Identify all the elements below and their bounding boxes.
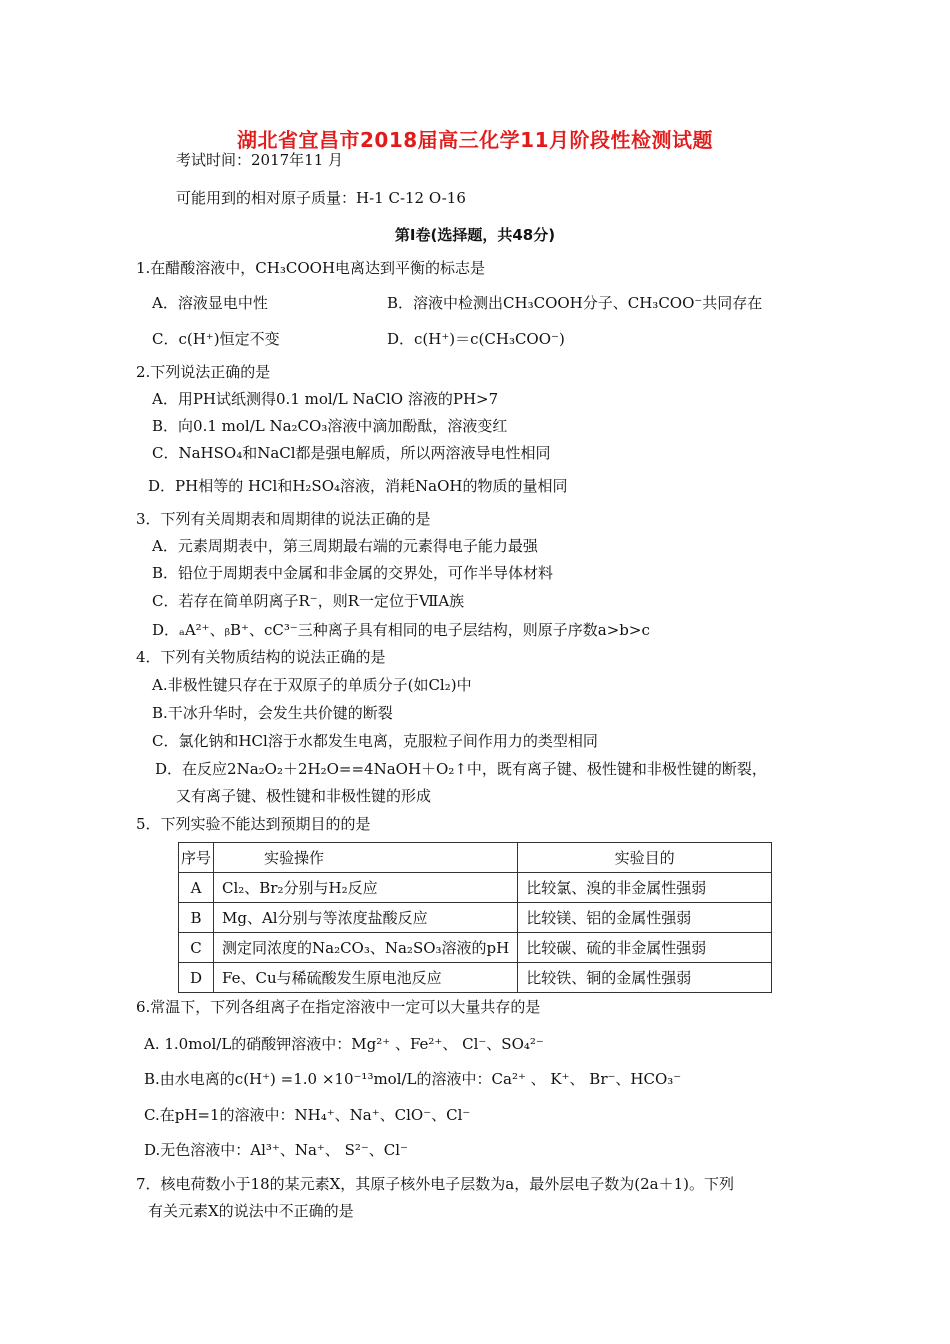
row-operation: 测定同浓度的Na₂CO₃、Na₂SO₃溶液的pH — [214, 933, 518, 963]
q3-option-b: B．铅位于周期表中金属和非金属的交界处，可作半导体材料 — [152, 564, 554, 582]
row-purpose: 比较氯、溴的非金属性强弱 — [518, 873, 772, 903]
row-index: A — [179, 873, 214, 903]
q6-option-d: D.无色溶液中：Al³⁺、Na⁺、 S²⁻、Cl⁻ — [144, 1141, 408, 1159]
q4-option-d-line1: D．在反应2Na₂O₂＋2H₂O==4NaOH＋O₂↑中，既有离子键、极性键和非极性键的断裂， — [155, 760, 767, 778]
row-purpose: 比较镁、铝的金属性强弱 — [518, 903, 772, 933]
row-index: B — [179, 903, 214, 933]
section-title: 第Ⅰ卷(选择题，共48分) — [394, 226, 556, 244]
experiment-table — [178, 842, 772, 993]
table-row — [179, 903, 772, 933]
row-operation: Mg、Al分别与等浓度盐酸反应 — [214, 903, 518, 933]
q1-option-b: B．溶液中检测出CH₃COOH分子、CH₃COO⁻共同存在 — [387, 294, 763, 312]
atomic-mass-note: 可能用到的相对原子质量：H-1 C-12 O-16 — [176, 189, 466, 207]
row-index: C — [179, 933, 214, 963]
q6-option-a: A. 1.0mol/L的硝酸钾溶液中：Mg²⁺ 、Fe²⁺、 Cl⁻、SO₄²⁻ — [144, 1035, 544, 1053]
q3-option-a: A．元素周期表中，第三周期最右端的元素得电子能力最强 — [152, 537, 538, 555]
q3-option-c: C．若存在简单阴离子R⁻，则R一定位于ⅦA族 — [152, 592, 465, 610]
question-4: 4．下列有关物质结构的说法正确的是 — [136, 648, 386, 666]
question-6: 6.常温下，下列各组离子在指定溶液中一定可以大量共存的是 — [136, 998, 541, 1016]
question-2: 2.下列说法正确的是 — [136, 363, 271, 381]
table-row — [179, 873, 772, 903]
q2-option-a: A．用PH试纸测得0.1 mol/L NaClO 溶液的PH>7 — [152, 390, 499, 408]
q6-option-b: B.由水电离的c(H⁺) =1.0 ×10⁻¹³mol/L的溶液中：Ca²⁺ 、 K⁺、 Br⁻、HCO₃⁻ — [144, 1070, 682, 1088]
q3-option-d: D．ₐA²⁺、ᵦB⁺、cC³⁻三种离子具有相同的电子层结构，则原子序数a>b>c — [152, 621, 650, 639]
q1-option-a: A．溶液显电中性 — [152, 294, 268, 312]
question-7-line2: 有关元素X的说法中不正确的是 — [148, 1202, 354, 1220]
header-index: 序号 — [179, 843, 214, 873]
question-3: 3．下列有关周期表和周期律的说法正确的是 — [136, 510, 431, 528]
header-operation: 实验操作 — [214, 843, 518, 873]
q2-option-b: B．向0.1 mol/L Na₂CO₃溶液中滴加酚酞，溶液变红 — [152, 417, 508, 435]
exam-time: 考试时间：2017年11 月 — [176, 151, 344, 169]
exam-title: 湖北省宜昌市2018届高三化学11月阶段性检测试题 — [237, 128, 713, 152]
row-index: D — [179, 963, 214, 993]
q1-option-d: D．c(H⁺)＝c(CH₃COO⁻) — [387, 330, 565, 348]
row-purpose: 比较碳、硫的非金属性强弱 — [518, 933, 772, 963]
question-5: 5．下列实验不能达到预期目的的是 — [136, 815, 371, 833]
q4-option-b: B.干冰升华时，会发生共价键的断裂 — [152, 704, 393, 722]
row-operation: Cl₂、Br₂分别与H₂反应 — [214, 873, 518, 903]
q6-option-c: C.在pH=1的溶液中：NH₄⁺、Na⁺、ClO⁻、Cl⁻ — [144, 1106, 471, 1124]
q4-option-d-line2: 又有离子键、极性键和非极性键的形成 — [176, 787, 432, 805]
row-purpose: 比较铁、铜的金属性强弱 — [518, 963, 772, 993]
q2-option-d: D．PH相等的 HCl和H₂SO₄溶液，消耗NaOH的物质的量相同 — [148, 477, 568, 495]
q1-option-c: C．c(H⁺)恒定不变 — [152, 330, 280, 348]
row-operation: Fe、Cu与稀硫酸发生原电池反应 — [214, 963, 518, 993]
table-row — [179, 933, 772, 963]
table-row — [179, 963, 772, 993]
question-1: 1.在醋酸溶液中，CH₃COOH电离达到平衡的标志是 — [136, 259, 486, 277]
q4-option-c: C．氯化钠和HCl溶于水都发生电离，克服粒子间作用力的类型相同 — [152, 732, 598, 750]
table-header-row — [179, 843, 772, 873]
question-7-line1: 7．核电荷数小于18的某元素X，其原子核外电子层数为a，最外层电子数为(2a＋1)。下列 — [136, 1175, 734, 1193]
header-purpose: 实验目的 — [518, 843, 772, 873]
q2-option-c: C．NaHSO₄和NaCl都是强电解质，所以两溶液导电性相同 — [152, 444, 551, 462]
q4-option-a: A.非极性键只存在于双原子的单质分子(如Cl₂)中 — [152, 676, 472, 694]
